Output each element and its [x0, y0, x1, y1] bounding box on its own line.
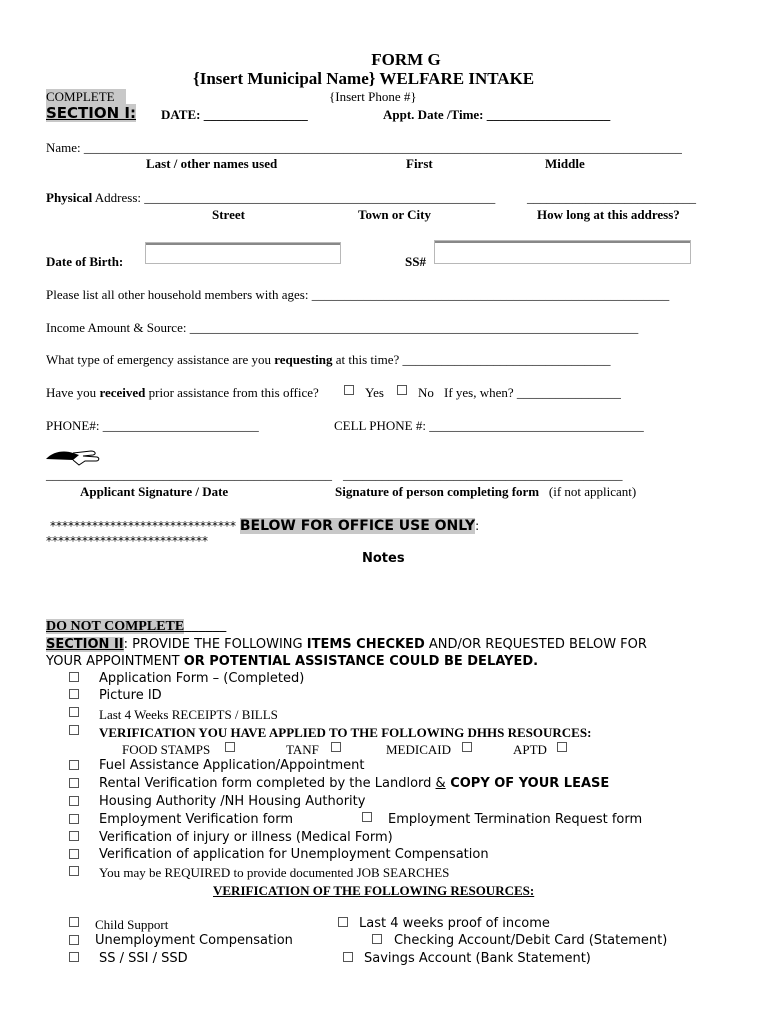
receipts-label: Last 4 Weeks RECEIPTS / BILLS	[99, 707, 278, 722]
medicaid-label: MEDICAID	[386, 742, 451, 757]
fuel-checkbox[interactable]	[69, 760, 79, 770]
notes-heading: Notes	[362, 551, 405, 566]
picture-id-label: Picture ID	[99, 688, 162, 703]
app-form-label: Application Form – (Completed)	[99, 671, 305, 686]
rental-label: Rental Verification form completed by the Landlord & COPY OF YOUR LEASE	[99, 776, 610, 791]
name-first-label: First	[406, 156, 433, 171]
resources-heading: VERIFICATION OF THE FOLLOWING RESOURCES:	[213, 883, 535, 898]
ss-label: SS#	[405, 254, 426, 269]
name-field[interactable]: Name: ____________________________________________________________________________________________	[46, 140, 682, 155]
form-subtitle: {Insert Municipal Name} WELFARE INTAKE	[193, 69, 535, 88]
pointing-hand-icon	[45, 447, 101, 467]
food-stamps-label: FOOD STAMPS	[122, 742, 211, 757]
savings-checkbox[interactable]	[343, 952, 353, 962]
housing-checkbox[interactable]	[69, 796, 79, 806]
job-search-label: You may be REQUIRED to provide documented JOB SEARCHES	[99, 865, 450, 880]
income-field[interactable]: Income Amount & Source: _____________________________________________________________________	[46, 320, 639, 335]
section1-label: SECTION I:	[46, 104, 136, 122]
no-checkbox[interactable]	[397, 385, 407, 395]
injury-label: Verification of injury or illness (Medical Form)	[99, 830, 393, 845]
date-field[interactable]: DATE: ________________	[161, 107, 308, 122]
tanf-label: TANF	[286, 742, 319, 757]
child-support-checkbox[interactable]	[69, 917, 79, 927]
person-signature-label: Signature of person completing form (if not applicant)	[335, 484, 637, 499]
unemployment-app-label: Verification of application for Unemployment Compensation	[99, 847, 489, 862]
receipts-checkbox[interactable]	[69, 707, 79, 717]
app-form-checkbox[interactable]	[69, 672, 79, 682]
termination-checkbox[interactable]	[362, 812, 372, 822]
food-stamps-checkbox[interactable]	[225, 742, 235, 752]
complete-label: COMPLETE	[46, 89, 126, 105]
household-field[interactable]: Please list all other household members with ages: _______________________________________________________	[46, 287, 670, 302]
injury-checkbox[interactable]	[69, 831, 79, 841]
dob-label: Date of Birth:	[46, 254, 124, 269]
dhhs-checkbox[interactable]	[69, 725, 79, 735]
phone-field[interactable]: PHONE#: ________________________	[46, 418, 259, 433]
aptd-label: APTD	[513, 742, 547, 757]
unemployment-label: Unemployment Compensation	[95, 933, 293, 948]
no-label: No	[418, 385, 434, 400]
emergency-field[interactable]: What type of emergency assistance are you requesting at this time? ________________________________	[46, 352, 611, 367]
unemployment-app-checkbox[interactable]	[69, 849, 79, 859]
applicant-signature-line[interactable]: ____________________________________________	[46, 467, 332, 482]
checking-checkbox[interactable]	[372, 934, 382, 944]
prior-assistance-question: Have you received prior assistance from this office?	[46, 385, 319, 400]
job-search-checkbox[interactable]	[69, 866, 79, 876]
savings-label: Savings Account (Bank Statement)	[364, 951, 591, 966]
housing-label: Housing Authority /NH Housing Authority	[99, 794, 366, 809]
office-stars: ***************************	[46, 534, 208, 548]
office-use-banner: ******************************* BELOW FOR OFFICE USE ONLY:	[50, 518, 480, 534]
tanf-checkbox[interactable]	[331, 742, 341, 752]
name-last-label: Last / other names used	[146, 156, 278, 171]
unemployment-checkbox[interactable]	[69, 935, 79, 945]
employment-checkbox[interactable]	[69, 814, 79, 824]
do-not-complete-label: DO NOT COMPLETE______	[46, 619, 227, 634]
medicaid-checkbox[interactable]	[462, 742, 472, 752]
section2-intro: SECTION II: PROVIDE THE FOLLOWING ITEMS CHECKED AND/OR REQUESTED BELOW FOR	[46, 637, 647, 652]
last4-income-checkbox[interactable]	[338, 917, 348, 927]
form-title: FORM G	[371, 50, 441, 69]
applicant-signature-label: Applicant Signature / Date	[80, 484, 229, 499]
street-label: Street	[212, 207, 245, 222]
checking-label: Checking Account/Debit Card (Statement)	[394, 933, 668, 948]
termination-label: Employment Termination Request form	[388, 812, 643, 827]
how-long-field[interactable]: __________________________	[527, 190, 696, 205]
rental-checkbox[interactable]	[69, 778, 79, 788]
appt-date-field[interactable]: Appt. Date /Time: ___________________	[383, 107, 611, 122]
ss-input[interactable]	[434, 240, 691, 264]
aptd-checkbox[interactable]	[557, 742, 567, 752]
office-phone: {Insert Phone #}	[329, 89, 417, 104]
ss-ssi-label: SS / SSI / SSD	[99, 951, 188, 966]
last4-income-label: Last 4 weeks proof of income	[359, 916, 550, 931]
employment-label: Employment Verification form	[99, 812, 294, 827]
section2-intro-line2: YOUR APPOINTMENT OR POTENTIAL ASSISTANCE COULD BE DELAYED.	[46, 654, 539, 669]
child-support-label: Child Support	[95, 917, 169, 932]
town-label: Town or City	[358, 207, 431, 222]
ss-ssi-checkbox[interactable]	[69, 952, 79, 962]
yes-checkbox[interactable]	[344, 385, 354, 395]
picture-id-checkbox[interactable]	[69, 689, 79, 699]
address-field[interactable]: Physical Address: ______________________________________________________	[46, 190, 496, 205]
dhhs-label: VERIFICATION YOU HAVE APPLIED TO THE FOLLOWING DHHS RESOURCES:	[99, 725, 592, 740]
yes-label: Yes	[365, 385, 384, 400]
dob-input[interactable]	[145, 242, 341, 264]
cell-phone-field[interactable]: CELL PHONE #: _________________________________	[334, 418, 644, 433]
fuel-label: Fuel Assistance Application/Appointment	[99, 758, 365, 773]
if-yes-when-field[interactable]: If yes, when? ________________	[444, 385, 621, 400]
person-signature-line[interactable]: ___________________________________________	[343, 467, 623, 482]
name-middle-label: Middle	[545, 156, 585, 171]
how-long-label: How long at this address?	[537, 207, 680, 222]
